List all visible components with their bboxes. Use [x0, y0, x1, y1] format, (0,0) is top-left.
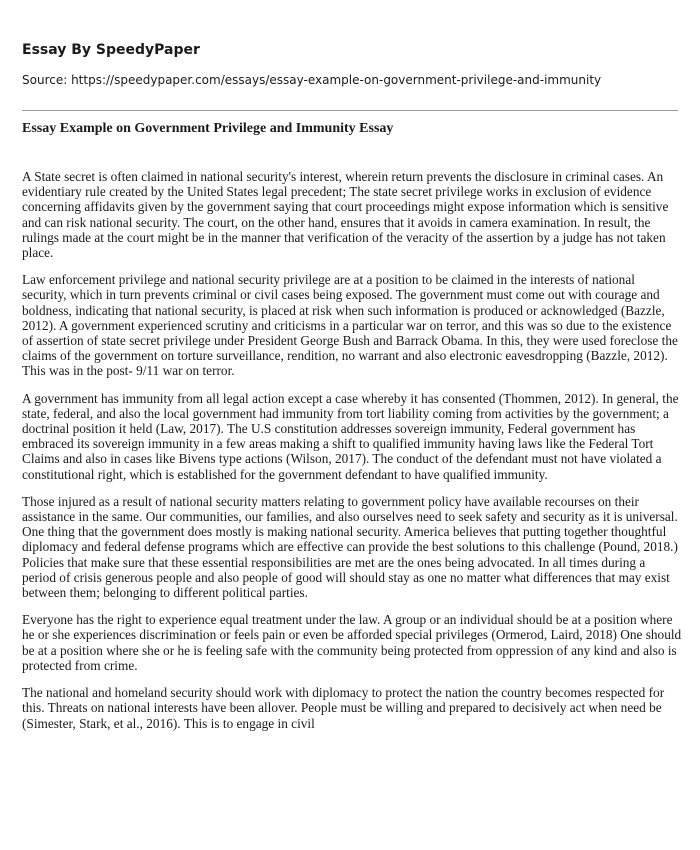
source-url: https://speedypaper.com/essays/essay-example-on-government-privilege-and-immunity — [71, 73, 602, 87]
brand-heading: Essay By SpeedyPaper — [22, 42, 200, 58]
source-line — [22, 73, 601, 87]
document-body — [22, 169, 682, 743]
paragraph: Those injured as a result of national security matters relating to government policy have available recourses on their assistance in the same. Our communities, our families, and also ourselves need to seek safety and security as it is universal. One thing that the government does mostly is making national security. America believes that putting together thoughtful diplomacy and federal defense programs which are effective can provide the best solutions to this challenge (Pound, 2018.) Policies that make sure that these essential responsibilities are met are the ones being advocated. In all times during a period of crisis generous people and also people of good will should stay as one no matter what differences that may exist between them; belonging to different political parties. — [22, 493, 678, 601]
header-divider — [22, 110, 678, 111]
source-label: Source: — [22, 73, 72, 87]
paragraph: A State secret is often claimed in national security's interest, wherein return prevents the disclosure in criminal cases. An evidentiary rule created by the United States legal precedent; The state secret privilege works in exclusion of evidence concerning affidavits given by the government saying that court proceedings might expose information which is sensitive and can risk national security. The court, on the other hand, ensures that it avoids in camera examination. In result, the rulings made at the court might be in the manner that verification of the veracity of the assertion by a judge has not taken place. — [22, 169, 669, 261]
document-title: Essay Example on Government Privilege and Immunity Essay — [22, 121, 394, 136]
paragraph: A government has immunity from all legal action except a case whereby it has consented (Thommen, 2012). In general, the state, federal, and also the local government had immunity from tort liability coming from activities by the government; a doctrinal position it held (Law, 2017). The U.S constitution addresses sovereign immunity, Federal government has embraced its sovereign immunity in a few areas making a shift to qualified immunity having laws like the Federal Tort Claims and also in cases like Bivens type actions (Wilson, 2017). The conduct of the defendant must not have violated a constitutional right, which is established for the government defendant to have qualified immunity. — [22, 390, 679, 482]
paragraph: Everyone has the right to experience equal treatment under the law. A group or an individual should be at a position where he or she experiences discrimination or feels pain or even be afforded special privileges (Ormerod, Laird, 2018) One should be at a position where she or he is feeling safe with the community being protected from oppression of any kind and also is protected from crime. — [22, 612, 682, 673]
paragraph: The national and homeland security should work with diplomacy to protect the nation the country becomes respected for this. Threats on national interests have been allover. People must be willing and prepared to decisively act when need be (Simester, Stark, et al., 2016). This is to engage in civil — [22, 685, 665, 731]
paragraph: Law enforcement privilege and national security privilege are at a position to be claimed in the interests of national security, which in turn prevents criminal or civil cases being exposed. The government must come out with courage and boldness, indicating that national security, is placed at risk when such information is produced or acknowledged (Bazzle, 2012). A government experienced scrutiny and criticisms in a particular war on terror, and this was so due to the existence of assertion of state secret privilege under President George Bush and Barrack Obama. In this, they were used foreclose the claims of the government on torture surveillance, rendition, no warrant and also electronic eavesdropping (Bazzle, 2012). This was in the post- 9/11 war on terror. — [22, 272, 678, 379]
